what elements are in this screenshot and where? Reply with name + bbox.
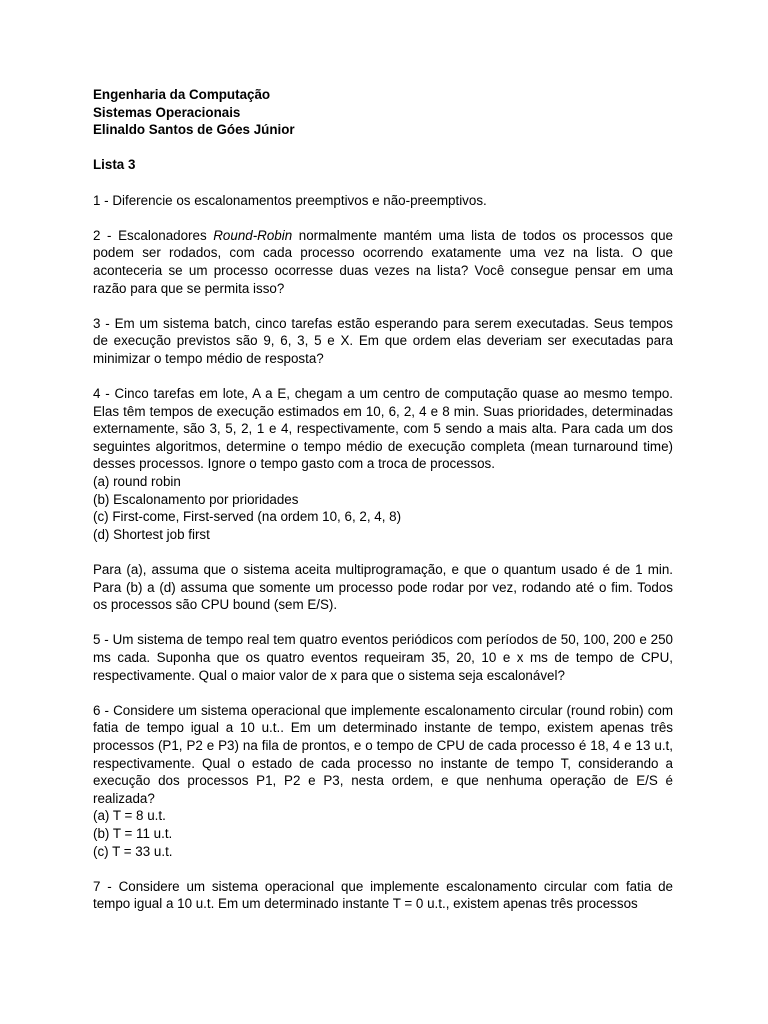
question-2 [93, 227, 673, 297]
course-name: Engenharia da Computação [93, 87, 271, 102]
question-4-option-d: (d) Shortest job first [93, 526, 210, 542]
question-4-option-b: (b) Escalonamento por prioridades [93, 491, 299, 507]
question-2-emphasis: Round-Robin [213, 227, 293, 243]
question-6: 6 - Considere um sistema operacional que implemente escalonamento circular (round robin) com fatia de tempo igual a 10 u.t.. Em um determinado instante de tempo, existem apenas três processos (P1, P2 e P3) na fila de prontos, e o tempo de CPU de cada processo é 18, 4 e 13 u.t, respectivamente. Qual o estado de cada processo no instante de tempo T, considerando a execução dos processos P1, P2 e P3, nesta ordem, e que nenhuma operação de E/S é realizada? [93, 702, 673, 806]
question-1: 1 - Diferencie os escalonamentos preemptivos e não-preemptivos. [93, 192, 487, 208]
subject-name: Sistemas Operacionais [93, 104, 241, 120]
question-3: 3 - Em um sistema batch, cinco tarefas estão esperando para serem executadas. Seus tempos de execução previstos são 9, 6, 3, 5 e X. Em que ordem elas deveriam ser executadas para minimizar o tempo médio de resposta? [93, 315, 673, 366]
document-header [93, 86, 673, 139]
question-6-option-b: (b) T = 11 u.t. [93, 825, 173, 841]
question-6-option-a: (a) T = 8 u.t. [93, 808, 166, 824]
question-6-option-c: (c) T = 33 u.t. [93, 843, 173, 859]
question-4: 4 - Cinco tarefas em lote, A a E, chegam a um centro de computação quase ao mesmo tempo. Elas têm tempos de execução estimados em 10, 6, 2, 4 e 8 min. Suas prioridades, determinadas externamente, são 3, 5, 2, 1 e 4, respectivamente, com 5 sendo a mais alta. Para cada um dos seguintes algoritmos, determine o tempo médio de execução completa (mean turnaround time) desses processos. Ignore o tempo gasto com a troca de processos. [93, 386, 673, 472]
question-2-prefix: 2 - Escalonadores [93, 227, 214, 243]
question-4-options [93, 473, 673, 543]
question-4-note: Para (a), assuma que o sistema aceita multiprogramação, e que o quantum usado é de 1 min. Para (b) a (d) assuma que somente um processo pode rodar por vez, rodando até o fim. Todos os processos são CPU bound (sem E/S). [93, 562, 673, 613]
question-4-option-a: (a) round robin [93, 474, 181, 490]
question-5: 5 - Um sistema de tempo real tem quatro eventos periódicos com períodos de 50, 100, 200 e 250 ms cada. Suponha que os quatro eventos requeiram 35, 20, 10 e x ms de tempo de CPU, respectivamente. Qual o maior valor de x para que o sistema seja escalonável? [93, 632, 673, 683]
question-7: 7 - Considere um sistema operacional que implemente escalonamento circular com fatia de tempo igual a 10 u.t. Em um determinado instante T = 0 u.t., existem apenas três processos [93, 878, 673, 912]
question-2-suffix: normalmente mantém uma lista de todos os processos que podem ser rodados, com cada processo ocorrendo exatamente uma vez na lista. O que aconteceria se um processo ocorresse duas vezes na lista? Você consegue pensar em uma razão para que se permita isso? [93, 227, 674, 296]
document-page [93, 86, 673, 913]
question-6-options [93, 807, 673, 860]
question-4-option-c: (c) First-come, First-served (na ordem 10, 6, 2, 4, 8) [93, 509, 402, 525]
author-name: Elinaldo Santos de Góes Júnior [93, 122, 295, 138]
list-title: Lista 3 [93, 157, 136, 173]
